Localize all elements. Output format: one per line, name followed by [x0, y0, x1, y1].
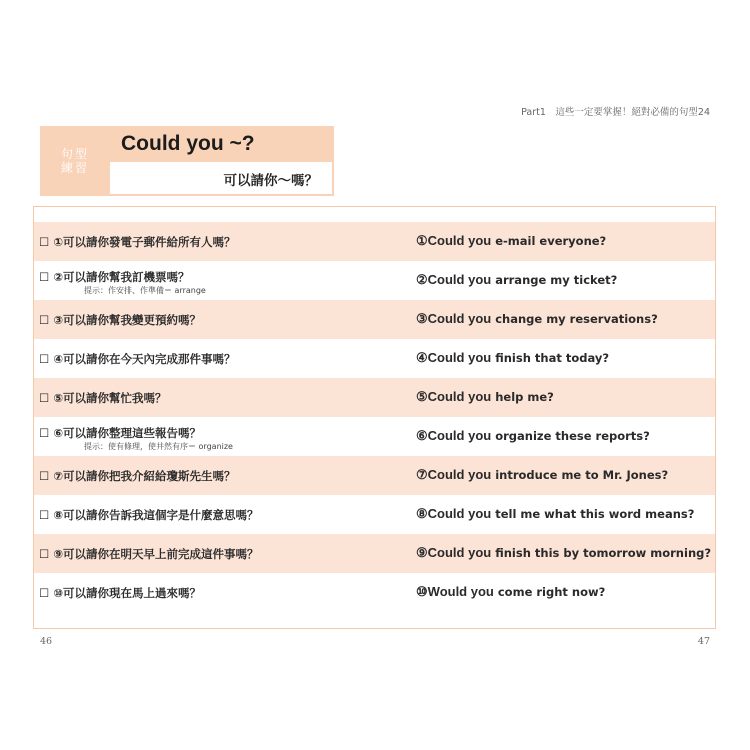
answer-1 — [416, 233, 606, 249]
answer-6 — [416, 428, 650, 444]
exercise-row-5 — [34, 378, 715, 417]
question-2: ☐ ②可以請你幫我訂機票嗎？ — [39, 270, 190, 284]
answer-1-rest: e-mail everyone? — [491, 234, 607, 248]
subtitle-box — [110, 162, 332, 194]
answer-9-lead: ⑨Could you — [416, 545, 492, 560]
answer-4 — [416, 350, 609, 366]
answer-5-lead: ⑤Could you — [416, 389, 492, 404]
question-7: ☐ ⑦可以請你把我介紹給瓊斯先生嗎？ — [39, 469, 236, 483]
answer-4-rest: finish that today? — [491, 351, 610, 365]
page-number-right: 47 — [697, 636, 710, 647]
exercise-row-9 — [34, 534, 715, 573]
question-5: ☐ ⑤可以請你幫忙我嗎？ — [39, 391, 167, 405]
question-8: ☐ ⑧可以請你告訴我這個字是什麼意思嗎？ — [39, 508, 259, 522]
answer-9 — [416, 545, 711, 561]
answer-7-rest: introduce me to Mr. Jones? — [491, 468, 669, 482]
question-1: ☐ ①可以請你發電子郵件給所有人嗎？ — [39, 235, 236, 249]
page-number-left: 46 — [40, 636, 53, 647]
answer-3 — [416, 311, 658, 327]
exercise-row-7 — [34, 456, 715, 495]
answer-5 — [416, 389, 554, 405]
answer-8 — [416, 506, 694, 522]
exercise-row-8 — [34, 495, 715, 534]
answer-10-rest: come right now? — [493, 585, 606, 599]
answer-3-rest: change my reservations? — [491, 312, 658, 326]
running-header: Part1 這些一定要掌握！絕對必備的句型24 — [521, 107, 710, 118]
answer-8-rest: tell me what this word means? — [491, 507, 695, 521]
section-tag-line1: 句型 — [60, 147, 89, 161]
answer-7-lead: ⑦Could you — [416, 467, 492, 482]
question-4: ☐ ④可以請你在今天內完成那件事嗎？ — [39, 352, 236, 366]
exercise-panel — [33, 206, 716, 629]
question-3: ☐ ③可以請你幫我變更預約嗎？ — [39, 313, 202, 327]
answer-4-lead: ④Could you — [416, 350, 492, 365]
title-box — [40, 126, 334, 196]
answer-10 — [416, 584, 605, 600]
answer-2 — [416, 272, 617, 288]
answer-6-rest: organize these reports? — [491, 429, 650, 443]
answer-3-lead: ③Could you — [416, 311, 492, 326]
exercise-row-10 — [34, 573, 715, 612]
answer-6-lead: ⑥Could you — [416, 428, 492, 443]
answer-8-lead: ⑧Could you — [416, 506, 492, 521]
question-9: ☐ ⑨可以請你在明天早上前完成這件事嗎？ — [39, 547, 259, 561]
answer-2-lead: ②Could you — [416, 272, 492, 287]
page-subtitle: 可以請你～嗎？ — [223, 173, 318, 189]
question-10: ☐ ⑩可以請你現在馬上過來嗎？ — [39, 586, 202, 600]
exercise-row-4 — [34, 339, 715, 378]
exercise-row-2 — [34, 261, 715, 300]
exercise-row-1 — [34, 222, 715, 261]
page-title: Could you ~? — [121, 132, 255, 155]
answer-5-rest: help me? — [491, 390, 554, 404]
exercise-row-3 — [34, 300, 715, 339]
section-tag — [40, 126, 110, 196]
answer-1-lead: ①Could you — [416, 233, 492, 248]
answer-9-rest: finish this by tomorrow morning? — [491, 546, 712, 560]
answer-2-rest: arrange my ticket? — [491, 273, 618, 287]
hint-2: 提示：作安排、作準備＝ arrange — [84, 286, 206, 295]
hint-6: 提示：使有條理，使井然有序＝ organize — [84, 442, 233, 451]
exercise-row-6 — [34, 417, 715, 456]
question-6: ☐ ⑥可以請你整理這些報告嗎？ — [39, 426, 202, 440]
answer-10-lead: ⑩Would you — [416, 584, 494, 599]
section-tag-line2: 練習 — [60, 161, 89, 175]
answer-7 — [416, 467, 668, 483]
